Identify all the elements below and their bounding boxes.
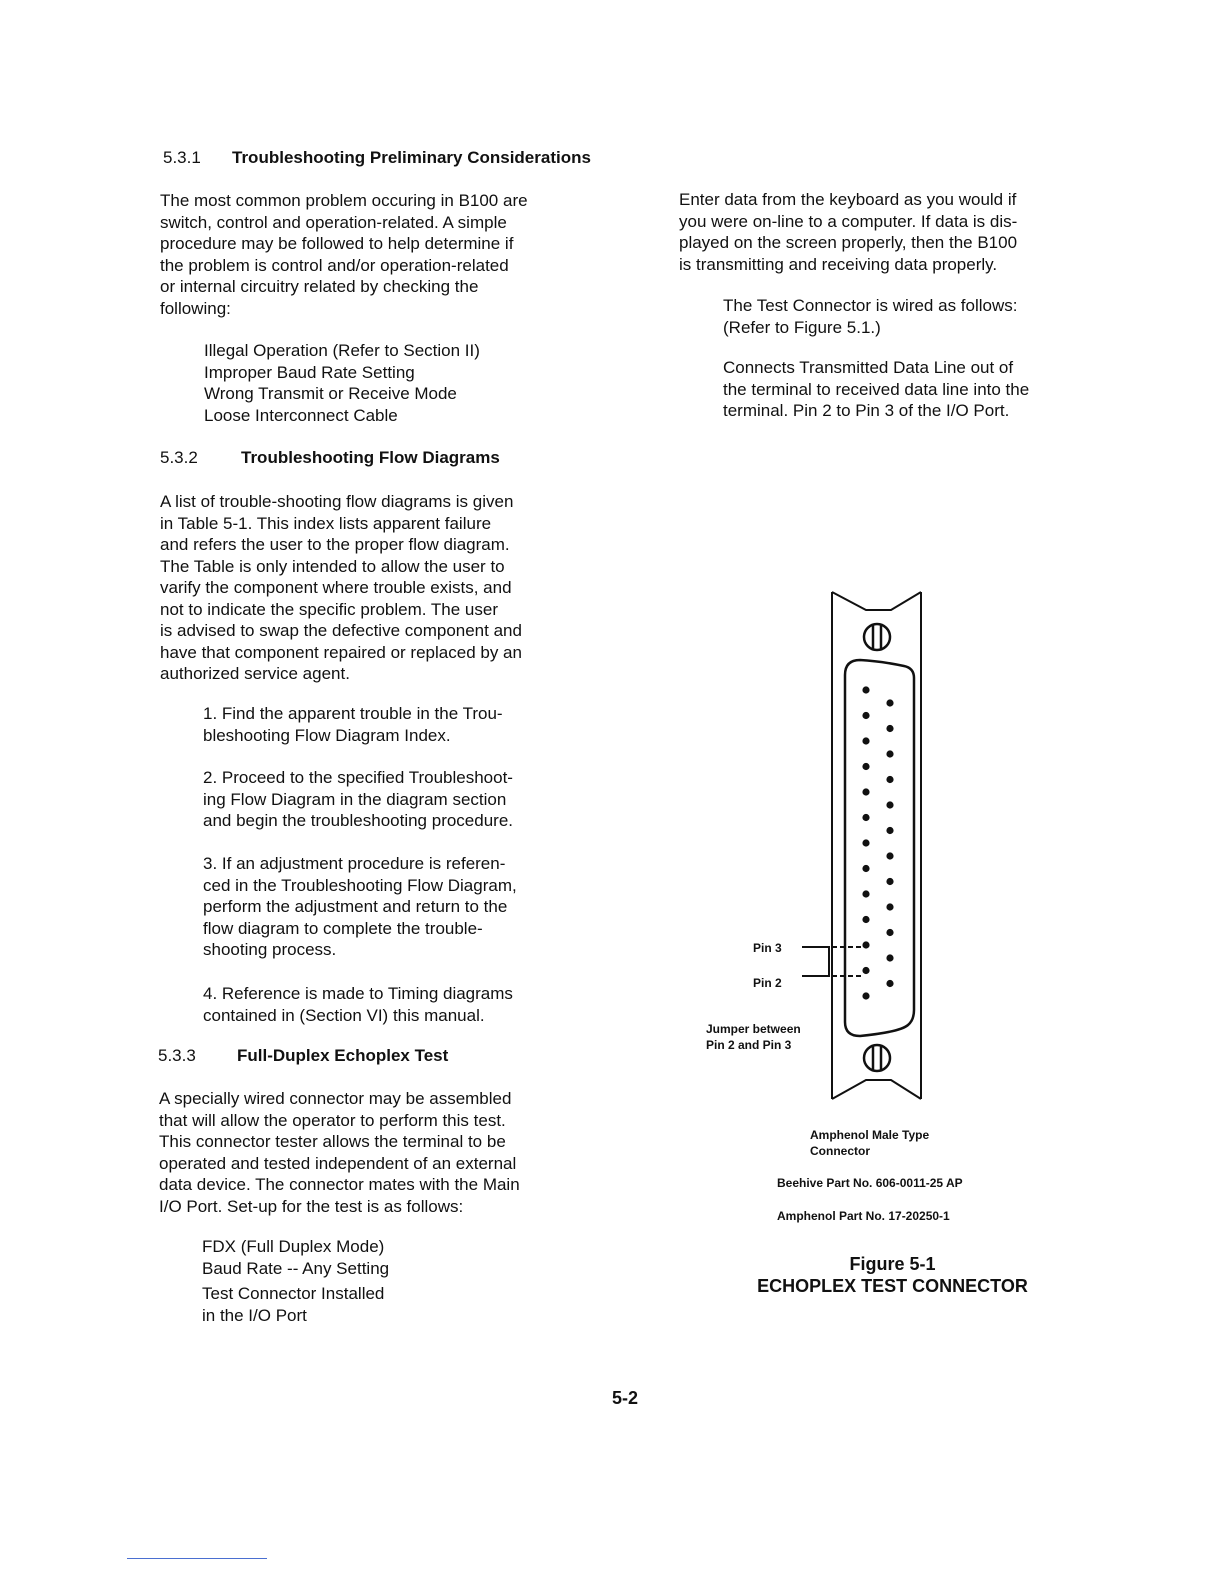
procedure-step-1 <box>203 703 503 746</box>
connector-pin <box>886 903 893 910</box>
test-setup-list <box>202 1236 389 1326</box>
list-item: Improper Baud Rate Setting <box>204 362 415 382</box>
text-line: shooting process. <box>203 940 337 959</box>
text-line: 3. If an adjustment procedure is referen- <box>203 854 506 873</box>
text-line: in Table 5-1. This index lists apparent failure <box>160 513 492 533</box>
text-line: operated and tested independent of an external <box>159 1153 517 1173</box>
mounting-screw-icon <box>864 1045 890 1071</box>
text-line: The most common problem occuring in B100 are <box>160 191 528 210</box>
list-item: Loose Interconnect Cable <box>204 405 398 425</box>
text-line: 2. Proceed to the specified Troubleshoot- <box>203 768 513 787</box>
text-line: played on the screen properly, then the B100 <box>679 233 1018 252</box>
amphenol-part-number: Amphenol Part No. 17-20250-1 <box>777 1209 950 1223</box>
connector-pin <box>862 763 869 770</box>
mounting-screw-icon <box>864 624 890 650</box>
section-533-paragraph <box>159 1088 520 1217</box>
text-line: authorized service agent. <box>160 664 350 683</box>
text-line: The Table is only intended to allow the user to <box>160 556 505 576</box>
figure-number: Figure 5-1 <box>849 1254 936 1274</box>
text-line: I/O Port. Set-up for the test is as follows: <box>159 1196 464 1216</box>
jumper-label <box>706 1021 801 1053</box>
text-line: The Test Connector is wired as follows: <box>723 296 1018 315</box>
connector-type-label <box>810 1127 929 1159</box>
text-line: the problem is control and/or operation-related <box>160 255 509 275</box>
text-line: (Refer to Figure 5.1.) <box>723 317 881 337</box>
text-line: 4. Reference is made to Timing diagrams <box>203 984 513 1003</box>
section-533-heading <box>158 1046 448 1066</box>
footer-rule <box>127 1558 267 1559</box>
section-532-heading <box>160 448 500 468</box>
figure-title: ECHOPLEX TEST CONNECTOR <box>757 1276 1028 1296</box>
connector-pin <box>862 814 869 821</box>
text-line: Pin 2 and Pin 3 <box>706 1038 792 1052</box>
text-line: bleshooting Flow Diagram Index. <box>203 725 451 745</box>
procedure-step-4 <box>203 983 513 1026</box>
section-title: Troubleshooting Flow Diagrams <box>241 448 500 467</box>
connector-pin <box>886 827 893 834</box>
beehive-part-number: Beehive Part No. 606-0011-25 AP <box>777 1176 963 1190</box>
text-line: and begin the troubleshooting procedure. <box>203 811 514 830</box>
text-line: contained in (Section VI) this manual. <box>203 1005 485 1025</box>
connector-pins <box>862 686 893 999</box>
text-line: flow diagram to complete the trouble- <box>203 918 483 938</box>
list-item: Test Connector Installed <box>202 1284 385 1303</box>
list-item: Baud Rate -- Any Setting <box>202 1258 390 1278</box>
text-line: that will allow the operator to perform this test. <box>159 1110 506 1130</box>
text-line: perform the adjustment and return to the <box>203 897 508 916</box>
connector-pin <box>862 916 869 923</box>
page-number: 5-2 <box>612 1388 639 1408</box>
connector-pin <box>886 750 893 757</box>
pin-2-label: Pin 2 <box>753 976 782 990</box>
text-line: is transmitting and receiving data properly. <box>679 254 998 274</box>
text-line: Connector <box>810 1144 870 1158</box>
connector-wiring-intro <box>723 295 1017 338</box>
section-title: Troubleshooting Preliminary Considerations <box>232 148 591 167</box>
section-number: 5.3.1 <box>163 148 201 167</box>
text-line: and refers the user to the proper flow diagram. <box>160 535 510 554</box>
connector-pin <box>862 737 869 744</box>
text-line: varify the component where trouble exists, and <box>160 578 512 597</box>
text-line: not to indicate the specific problem. The user <box>160 599 498 619</box>
list-item: in the I/O Port <box>202 1305 307 1325</box>
text-line: A specially wired connector may be assembled <box>159 1089 512 1108</box>
section-title: Full-Duplex Echoplex Test <box>237 1046 449 1065</box>
text-line: A list of trouble-shooting flow diagrams is given <box>160 492 514 511</box>
list-item: Wrong Transmit or Receive Mode <box>204 384 457 403</box>
d-sub-housing <box>845 660 914 1036</box>
text-line: Connects Transmitted Data Line out of <box>723 358 1014 377</box>
connector-pin <box>862 788 869 795</box>
procedure-step-2 <box>203 767 513 832</box>
list-item: Illegal Operation (Refer to Section II) <box>204 341 480 360</box>
text-line: terminal. Pin 2 to Pin 3 of the I/O Port. <box>723 401 1010 420</box>
section-532-paragraph <box>160 491 522 685</box>
connector-pin <box>862 686 869 693</box>
text-line: ced in the Troubleshooting Flow Diagram, <box>203 875 517 895</box>
considerations-list <box>204 340 480 426</box>
text-line: ing Flow Diagram in the diagram section <box>203 789 507 809</box>
section-531-paragraph <box>160 190 528 319</box>
connector-pin <box>862 890 869 897</box>
section-number: 5.3.3 <box>158 1046 196 1065</box>
connector-pin <box>886 801 893 808</box>
text-line: data device. The connector mates with the Main <box>159 1175 520 1194</box>
connector-pin <box>886 699 893 706</box>
connector-pin <box>886 776 893 783</box>
connector-pin <box>886 878 893 885</box>
connector-pin <box>886 929 893 936</box>
connector-pin <box>886 980 893 987</box>
section-531-heading <box>163 148 591 168</box>
text-line: the terminal to received data line into the <box>723 379 1030 399</box>
connector-pin <box>862 865 869 872</box>
text-line: Amphenol Male Type <box>810 1128 930 1142</box>
connector-pin <box>862 967 869 974</box>
connector-pin <box>862 712 869 719</box>
keyboard-test-paragraph <box>679 189 1017 275</box>
connector-wiring-description <box>723 357 1029 422</box>
figure-caption <box>735 1253 1050 1297</box>
text-line: or internal circuitry related by checking the <box>160 277 479 296</box>
text-line: procedure may be followed to help determine if <box>160 234 514 253</box>
connector-pin <box>862 839 869 846</box>
section-number: 5.3.2 <box>160 448 198 467</box>
list-item: FDX (Full Duplex Mode) <box>202 1237 385 1256</box>
connector-pin <box>886 725 893 732</box>
connector-pin <box>862 992 869 999</box>
text-line: following: <box>160 298 231 318</box>
procedure-step-3 <box>203 853 517 961</box>
text-line: This connector tester allows the terminal to be <box>159 1132 506 1151</box>
connector-pin <box>886 954 893 961</box>
text-line: 1. Find the apparent trouble in the Trou- <box>203 704 503 723</box>
text-line: switch, control and operation-related. A simple <box>160 212 507 232</box>
text-line: Enter data from the keyboard as you would if <box>679 190 1017 209</box>
pin-3-label: Pin 3 <box>753 941 782 955</box>
connector-pin <box>886 852 893 859</box>
text-line: Jumper between <box>706 1022 801 1036</box>
text-line: is advised to swap the defective component and <box>160 621 522 640</box>
text-line: have that component repaired or replaced by an <box>160 642 522 662</box>
text-line: you were on-line to a computer. If data is dis- <box>679 211 1018 231</box>
connector-pin <box>862 941 869 948</box>
